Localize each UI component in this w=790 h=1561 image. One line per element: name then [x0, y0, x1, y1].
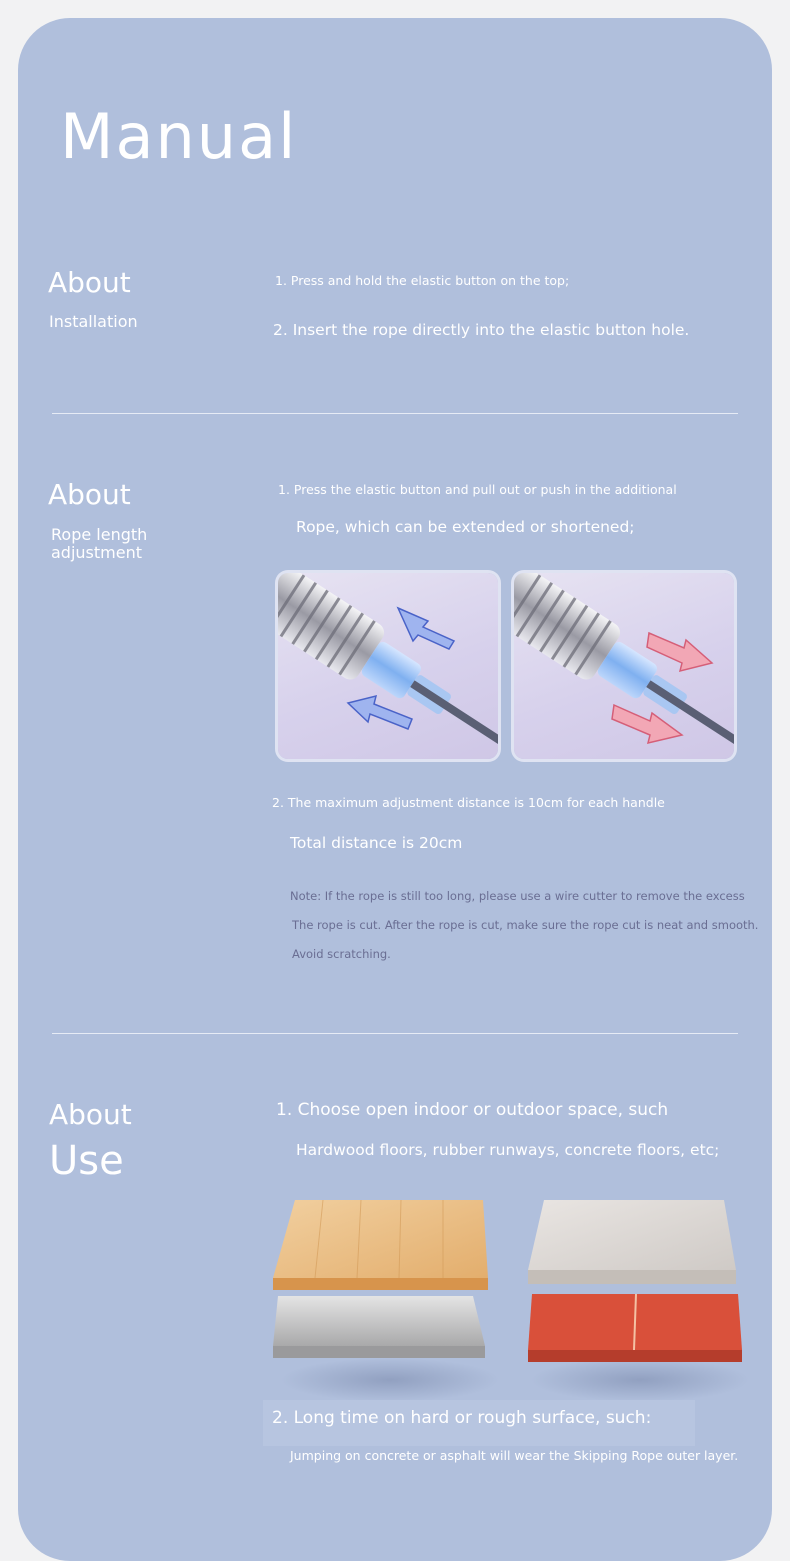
rope-length-step-1-line-2: Rope, which can be extended or shortened; — [296, 518, 635, 536]
handle-push-photo — [278, 573, 498, 759]
arrow-push-icon — [348, 696, 412, 729]
page-title: Manual — [60, 100, 298, 173]
arrow-push-icon — [398, 608, 454, 649]
rope-length-step-2-line-1: 2. The maximum adjustment distance is 10cm for each handle — [272, 795, 665, 810]
handle-illustration — [278, 573, 498, 759]
installation-step-1: 1. Press and hold the elastic button on the top; — [275, 273, 570, 288]
handle-pull-photo — [514, 573, 734, 759]
handle-illustration — [514, 573, 734, 759]
arrow-pull-icon — [647, 633, 712, 671]
use-step-1-line-2: Hardwood floors, rubber runways, concrete floors, etc; — [296, 1141, 720, 1159]
note-line-1: Note: If the rope is still too long, please use a wire cutter to remove the excess — [290, 889, 745, 903]
rope-length-step-2-line-2: Total distance is 20cm — [290, 834, 463, 852]
rope-length-subheading: Rope length adjustment — [51, 525, 148, 562]
manual-card — [18, 18, 772, 1561]
use-step-2-line-2: Jumping on concrete or asphalt will wear the Skipping Rope outer layer. — [290, 1448, 739, 1463]
installation-heading: About — [48, 266, 131, 299]
use-step-1-line-1: 1. Choose open indoor or outdoor space, such — [276, 1100, 669, 1120]
installation-step-2: 2. Insert the rope directly into the elastic button hole. — [273, 321, 690, 339]
section-divider — [52, 1033, 738, 1034]
marble-rubber-floor-image — [526, 1198, 751, 1368]
use-step-2-line-1: 2. Long time on hard or rough surface, such: — [272, 1408, 652, 1428]
wood-concrete-floor-image — [273, 1196, 503, 1366]
installation-subheading: Installation — [49, 312, 138, 331]
rope-length-heading: About — [48, 478, 131, 511]
section-divider — [52, 413, 738, 414]
rope-length-step-1-line-1: 1. Press the elastic button and pull out or push in the additional — [278, 482, 677, 497]
use-heading: About — [49, 1098, 132, 1131]
note-line-2: The rope is cut. After the rope is cut, make sure the rope cut is neat and smooth. — [292, 918, 759, 932]
note-line-3: Avoid scratching. — [292, 947, 391, 961]
use-subheading: Use — [49, 1138, 124, 1184]
